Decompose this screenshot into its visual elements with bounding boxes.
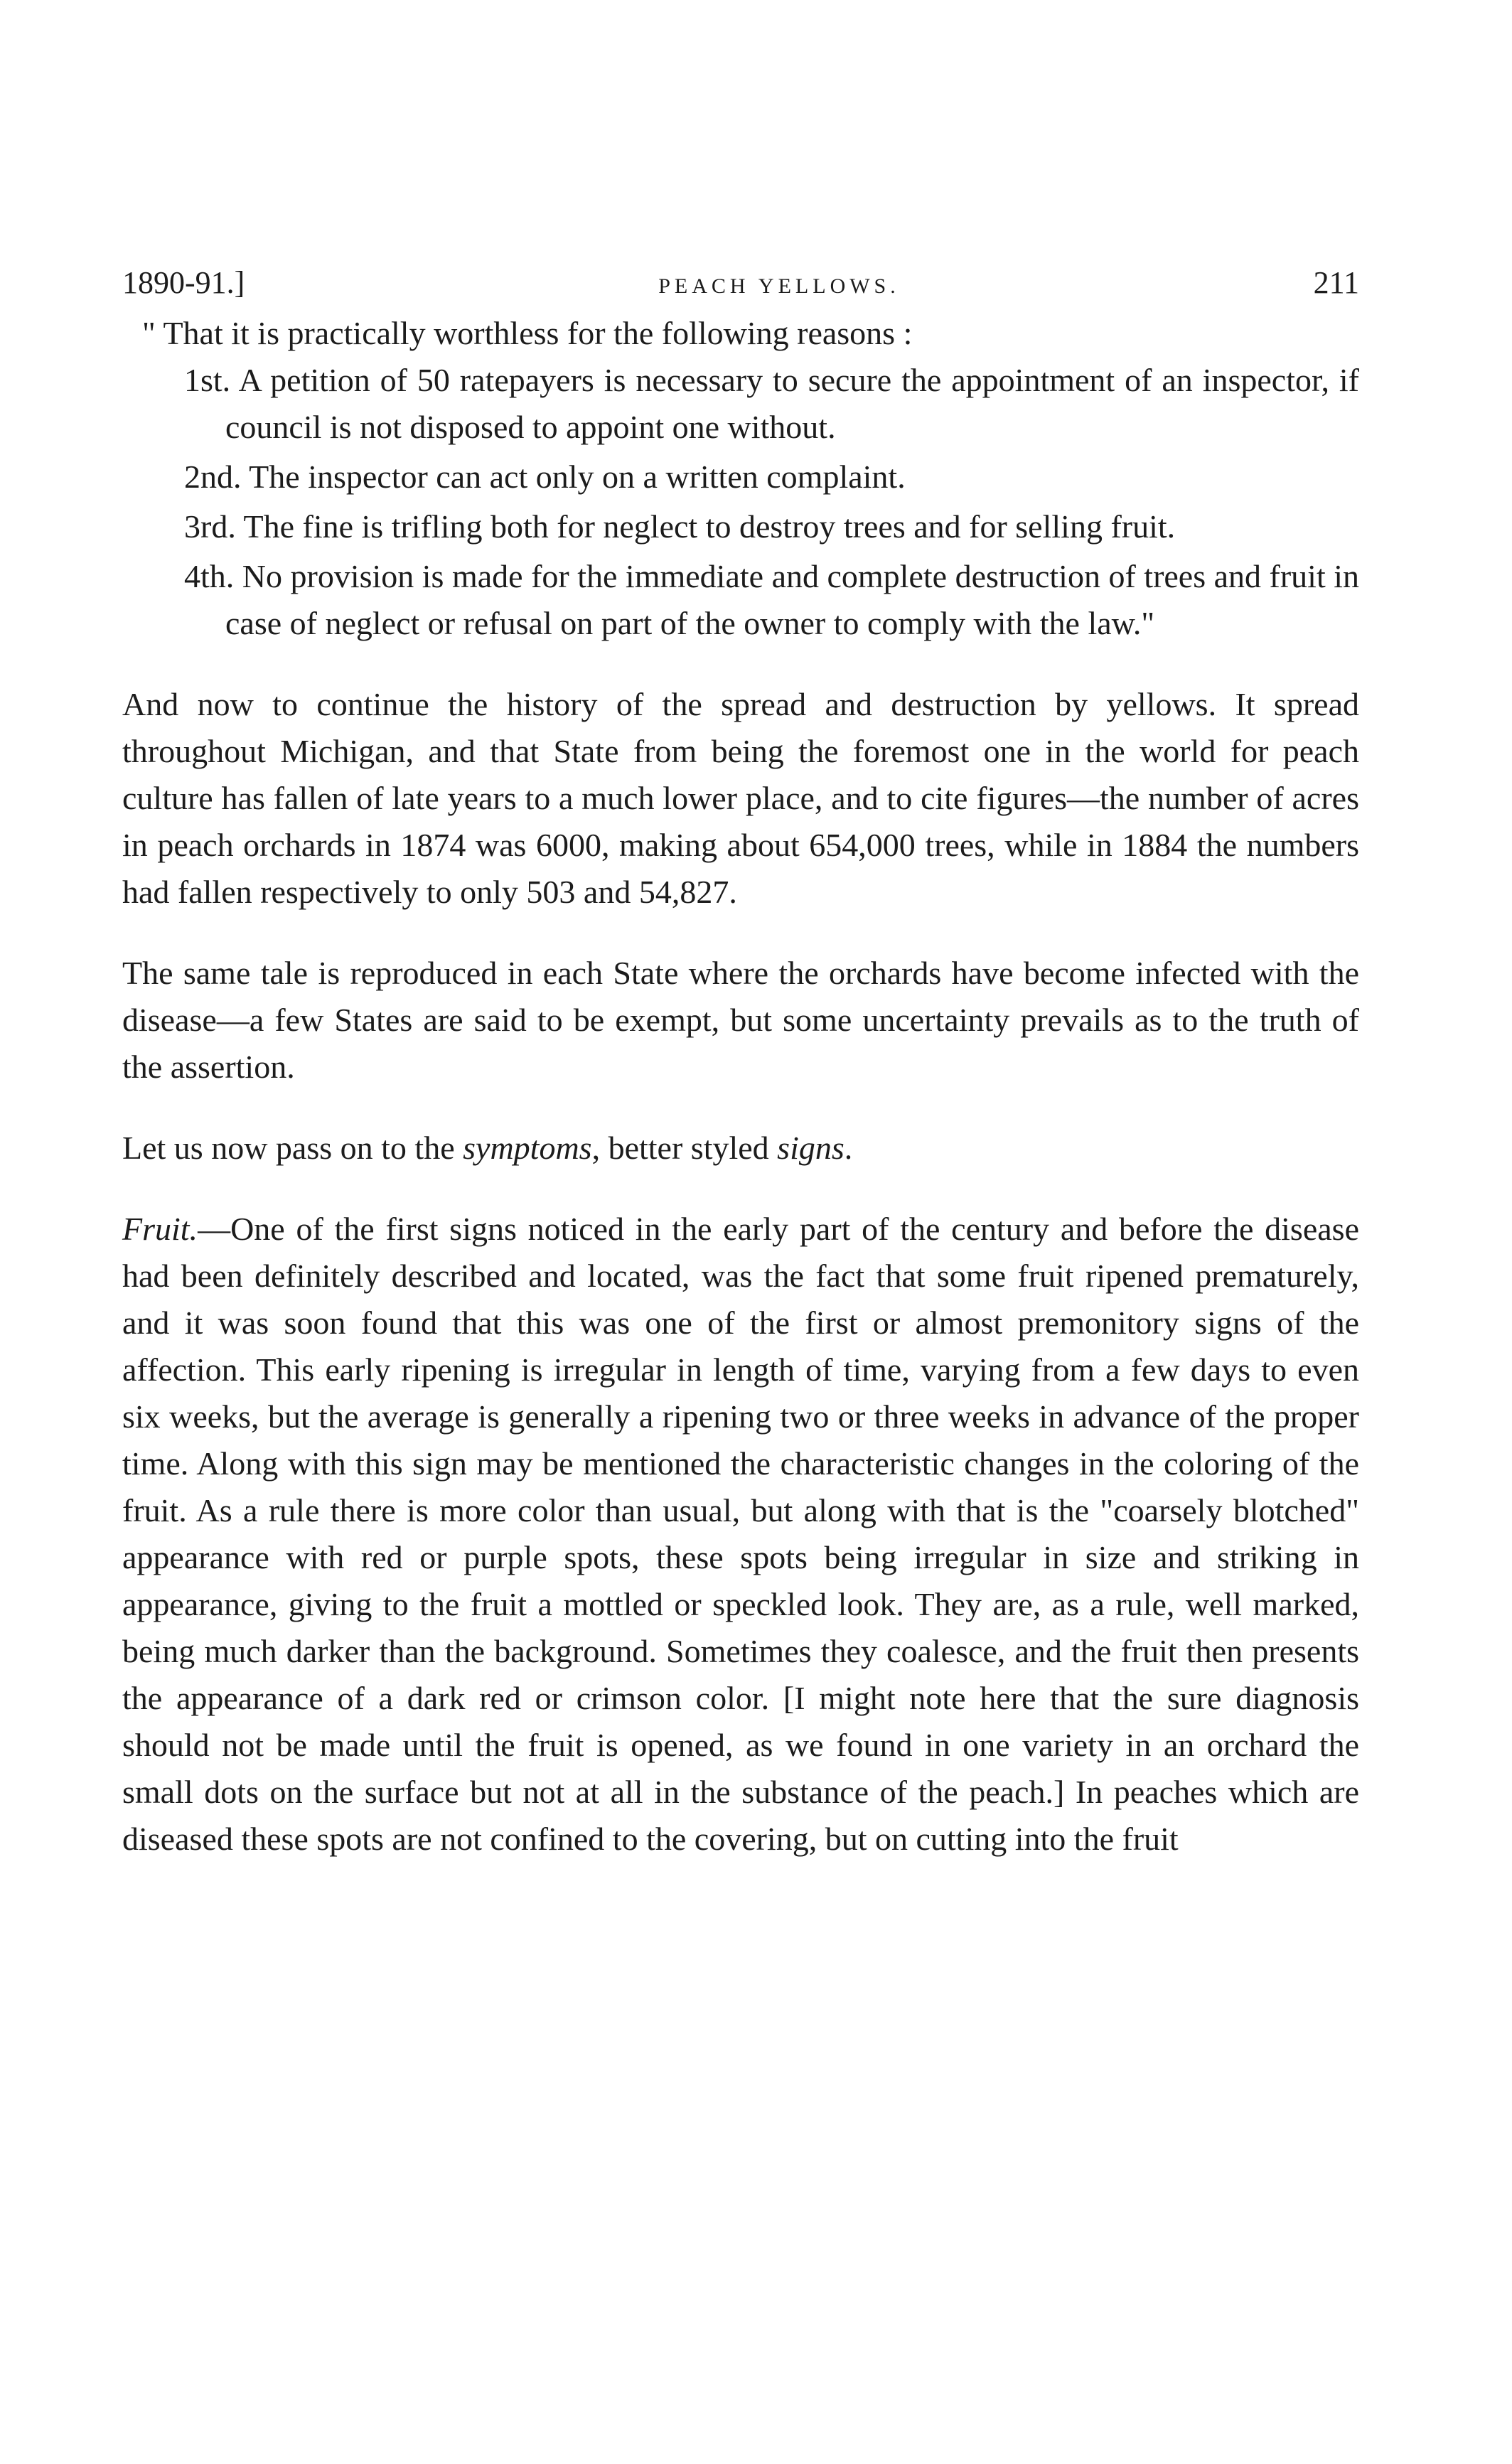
list-item bbox=[122, 454, 1359, 500]
fruit-heading: Fruit. bbox=[122, 1211, 198, 1247]
list-item-text: The fine is trifling both for neglect to destroy trees and for selling fruit. bbox=[243, 508, 1176, 545]
list-item-text: A petition of 50 ratepayers is necessary to secure the appointment of an inspector, if council is not disposed to appoint one without. bbox=[225, 362, 1359, 445]
symptoms-text-after: . bbox=[844, 1130, 853, 1166]
symptoms-emphasis: symptoms bbox=[463, 1130, 592, 1166]
list-item bbox=[122, 503, 1359, 550]
same-tale-paragraph: The same tale is reproduced in each State where the orchards have become infected with the disease—a few States are said to be exempt, but some uncertainty prevails as to the truth of the assertion. bbox=[122, 955, 1359, 1085]
list-item bbox=[122, 553, 1359, 647]
symptoms-paragraph bbox=[122, 1125, 1359, 1172]
list-item-text: No provision is made for the immediate and complete destruction of trees and fruit in case of neglect or refusal on part of the owner to comply with the law." bbox=[225, 558, 1360, 641]
quote-lead: " That it is practically worthless for the following reasons : bbox=[142, 315, 913, 351]
symptoms-text-middle: , better styled bbox=[591, 1130, 778, 1166]
running-header bbox=[122, 264, 1359, 304]
list-item-text: The inspector can act only on a written complaint. bbox=[249, 459, 906, 495]
fruit-text: —One of the first signs noticed in the early part of the century and before the disease had been definitely described and located, was the fact that some fruit ripened prematurely, and it was soon found that this was one of the first or almost premonitory signs of the affection. This early ripening is irregular in length of time, varying from a few days to even six weeks, but the average is generally a ripening two or three weeks in advance of the proper time. Along with this sign may be mentioned the characteristic changes in the coloring of the fruit. As a rule there is more color than usual, but along with that is the "coarsely blotched" appearance with red or purple spots, these spots being irregular in size and striking in appearance, giving to the fruit a mottled or speckled look. They are, as a rule, well marked, being much darker than the background. Sometimes they coalesce, and the fruit then presents the appearance of a dark red or crimson color. [I might note here that the sure diagnosis should not be made until the fruit is opened, as we found in one variety in an orchard the small dots on the surface but not at all in the substance of the peach.] In peaches which are diseased these spots are not confined to the covering, but on cutting into the fruit bbox=[122, 1211, 1359, 1857]
reasons-list bbox=[122, 357, 1359, 647]
signs-emphasis: signs bbox=[777, 1130, 845, 1166]
list-item-number: 3rd. bbox=[184, 508, 236, 545]
history-paragraph: And now to continue the history of the spread and destruction by yellows. It spread throughout Michigan, and that State from being the foremost one in the world for peach culture has fallen of late years to a much lower place, and to cite figures—the number of acres in peach orchards in 1874 was 6000, making about 654,000 trees, while in 1884 the numbers had fallen respectively to only 503 and 54,827. bbox=[122, 686, 1359, 910]
page-number: 211 bbox=[1313, 265, 1359, 300]
header-year-range: 1890-91.] bbox=[122, 265, 245, 300]
list-item-number: 4th. bbox=[184, 558, 235, 594]
book-page bbox=[122, 264, 1359, 1863]
list-item bbox=[122, 357, 1359, 451]
list-item-number: 2nd. bbox=[184, 459, 242, 495]
list-item-number: 1st. bbox=[184, 362, 231, 398]
header-title: PEACH YELLOWS. bbox=[658, 274, 900, 298]
fruit-paragraph bbox=[122, 1206, 1359, 1863]
symptoms-text-before: Let us now pass on to the bbox=[122, 1130, 463, 1166]
